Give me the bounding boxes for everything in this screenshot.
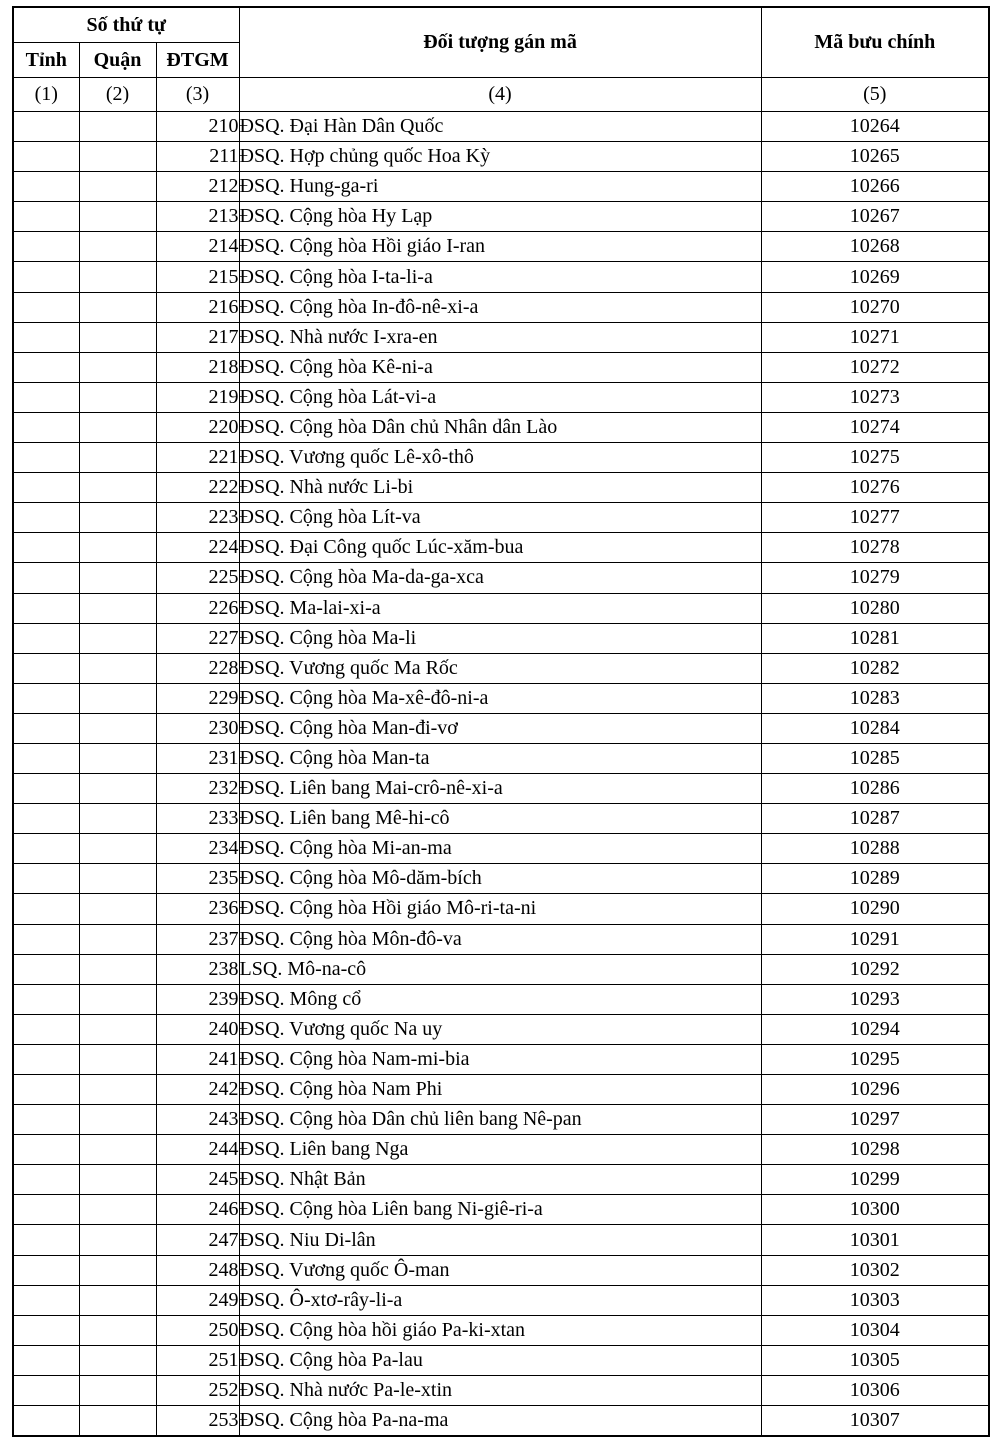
cell-quan [79, 1075, 156, 1105]
cell-ma-buu-chinh: 10293 [761, 984, 989, 1014]
cell-dtgm: 213 [156, 202, 239, 232]
cell-tinh [13, 1345, 79, 1375]
cell-doi-tuong-gan-ma: ĐSQ. Ma-lai-xi-a [239, 593, 761, 623]
cell-quan [79, 503, 156, 533]
cell-doi-tuong-gan-ma: ĐSQ. Cộng hòa Liên bang Ni-giê-ri-a [239, 1195, 761, 1225]
cell-dtgm: 215 [156, 262, 239, 292]
table-row [13, 1014, 989, 1044]
cell-quan [79, 683, 156, 713]
cell-ma-buu-chinh: 10291 [761, 924, 989, 954]
cell-dtgm: 232 [156, 774, 239, 804]
table-row [13, 1315, 989, 1345]
cell-quan [79, 382, 156, 412]
column-number-row [13, 78, 989, 112]
cell-quan [79, 1044, 156, 1074]
cell-doi-tuong-gan-ma: ĐSQ. Liên bang Nga [239, 1135, 761, 1165]
cell-doi-tuong-gan-ma: ĐSQ. Hung-ga-ri [239, 172, 761, 202]
cell-doi-tuong-gan-ma: ĐSQ. Cộng hòa Nam Phi [239, 1075, 761, 1105]
cell-tinh [13, 683, 79, 713]
cell-dtgm: 237 [156, 924, 239, 954]
cell-tinh [13, 1195, 79, 1225]
table-row [13, 593, 989, 623]
cell-ma-buu-chinh: 10296 [761, 1075, 989, 1105]
table-body [13, 78, 989, 1437]
cell-doi-tuong-gan-ma: ĐSQ. Vương quốc Lê-xô-thô [239, 443, 761, 473]
cell-dtgm: 236 [156, 894, 239, 924]
cell-ma-buu-chinh: 10276 [761, 473, 989, 503]
cell-ma-buu-chinh: 10275 [761, 443, 989, 473]
cell-tinh [13, 1135, 79, 1165]
cell-doi-tuong-gan-ma: ĐSQ. Cộng hòa Ma-da-ga-xca [239, 563, 761, 593]
cell-dtgm: 249 [156, 1285, 239, 1315]
cell-doi-tuong-gan-ma: ĐSQ. Cộng hòa Hồi giáo Mô-ri-ta-ni [239, 894, 761, 924]
cell-tinh [13, 894, 79, 924]
cell-ma-buu-chinh: 10273 [761, 382, 989, 412]
cell-tinh [13, 1406, 79, 1437]
cell-doi-tuong-gan-ma: ĐSQ. Cộng hòa Dân chủ Nhân dân Lào [239, 412, 761, 442]
column-number-2: (2) [79, 78, 156, 112]
cell-quan [79, 1345, 156, 1375]
cell-dtgm: 244 [156, 1135, 239, 1165]
cell-ma-buu-chinh: 10277 [761, 503, 989, 533]
cell-quan [79, 112, 156, 142]
table-row [13, 894, 989, 924]
cell-dtgm: 216 [156, 292, 239, 322]
table-row [13, 352, 989, 382]
cell-ma-buu-chinh: 10299 [761, 1165, 989, 1195]
cell-quan [79, 412, 156, 442]
cell-dtgm: 229 [156, 683, 239, 713]
cell-dtgm: 231 [156, 743, 239, 773]
cell-dtgm: 233 [156, 804, 239, 834]
column-number-1: (1) [13, 78, 79, 112]
cell-dtgm: 247 [156, 1225, 239, 1255]
cell-quan [79, 533, 156, 563]
cell-doi-tuong-gan-ma: ĐSQ. Cộng hòa Hy Lạp [239, 202, 761, 232]
cell-dtgm: 250 [156, 1315, 239, 1345]
cell-tinh [13, 804, 79, 834]
table-row [13, 774, 989, 804]
table-row [13, 864, 989, 894]
table-row [13, 322, 989, 352]
cell-doi-tuong-gan-ma: ĐSQ. Cộng hòa Lát-vi-a [239, 382, 761, 412]
cell-tinh [13, 1105, 79, 1135]
cell-ma-buu-chinh: 10290 [761, 894, 989, 924]
cell-quan [79, 1165, 156, 1195]
cell-dtgm: 220 [156, 412, 239, 442]
cell-quan [79, 1135, 156, 1165]
cell-tinh [13, 1375, 79, 1405]
table-row [13, 473, 989, 503]
cell-dtgm: 223 [156, 503, 239, 533]
cell-quan [79, 1255, 156, 1285]
cell-dtgm: 246 [156, 1195, 239, 1225]
cell-dtgm: 211 [156, 142, 239, 172]
cell-ma-buu-chinh: 10301 [761, 1225, 989, 1255]
cell-quan [79, 804, 156, 834]
cell-tinh [13, 954, 79, 984]
cell-tinh [13, 382, 79, 412]
cell-dtgm: 241 [156, 1044, 239, 1074]
postal-code-table [12, 6, 990, 1437]
cell-ma-buu-chinh: 10307 [761, 1406, 989, 1437]
cell-quan [79, 984, 156, 1014]
cell-quan [79, 443, 156, 473]
table-row [13, 563, 989, 593]
table-row [13, 172, 989, 202]
table-row [13, 1225, 989, 1255]
cell-quan [79, 322, 156, 352]
cell-doi-tuong-gan-ma: ĐSQ. Cộng hòa Mi-an-ma [239, 834, 761, 864]
cell-tinh [13, 653, 79, 683]
cell-tinh [13, 1255, 79, 1285]
cell-ma-buu-chinh: 10304 [761, 1315, 989, 1345]
header-doi-tuong-gan-ma: Đối tượng gán mã [239, 7, 761, 78]
cell-ma-buu-chinh: 10283 [761, 683, 989, 713]
cell-dtgm: 228 [156, 653, 239, 683]
cell-tinh [13, 262, 79, 292]
cell-ma-buu-chinh: 10285 [761, 743, 989, 773]
table-row [13, 1105, 989, 1135]
cell-tinh [13, 172, 79, 202]
cell-tinh [13, 1225, 79, 1255]
table-row [13, 1135, 989, 1165]
cell-quan [79, 563, 156, 593]
column-number-4: (4) [239, 78, 761, 112]
cell-tinh [13, 232, 79, 262]
cell-tinh [13, 924, 79, 954]
cell-doi-tuong-gan-ma: ĐSQ. Cộng hòa Pa-na-ma [239, 1406, 761, 1437]
cell-tinh [13, 112, 79, 142]
cell-ma-buu-chinh: 10270 [761, 292, 989, 322]
cell-doi-tuong-gan-ma: ĐSQ. Cộng hòa Man-đi-vơ [239, 713, 761, 743]
cell-dtgm: 227 [156, 623, 239, 653]
cell-doi-tuong-gan-ma: ĐSQ. Cộng hòa Lít-va [239, 503, 761, 533]
cell-ma-buu-chinh: 10278 [761, 533, 989, 563]
cell-quan [79, 1375, 156, 1405]
cell-tinh [13, 443, 79, 473]
cell-dtgm: 238 [156, 954, 239, 984]
cell-quan [79, 262, 156, 292]
cell-ma-buu-chinh: 10264 [761, 112, 989, 142]
table-row [13, 412, 989, 442]
cell-dtgm: 243 [156, 1105, 239, 1135]
cell-doi-tuong-gan-ma: ĐSQ. Cộng hòa Ma-li [239, 623, 761, 653]
cell-dtgm: 214 [156, 232, 239, 262]
cell-quan [79, 894, 156, 924]
cell-quan [79, 593, 156, 623]
table-row [13, 142, 989, 172]
cell-tinh [13, 322, 79, 352]
cell-quan [79, 743, 156, 773]
table-row [13, 1255, 989, 1285]
table-row [13, 834, 989, 864]
table-row [13, 713, 989, 743]
cell-quan [79, 653, 156, 683]
cell-dtgm: 253 [156, 1406, 239, 1437]
table-row [13, 1285, 989, 1315]
cell-doi-tuong-gan-ma: ĐSQ. Đại Hàn Dân Quốc [239, 112, 761, 142]
cell-quan [79, 713, 156, 743]
cell-doi-tuong-gan-ma: ĐSQ. Đại Công quốc Lúc-xăm-bua [239, 533, 761, 563]
cell-dtgm: 221 [156, 443, 239, 473]
cell-dtgm: 218 [156, 352, 239, 382]
table-row [13, 1075, 989, 1105]
cell-tinh [13, 142, 79, 172]
cell-ma-buu-chinh: 10271 [761, 322, 989, 352]
cell-tinh [13, 593, 79, 623]
cell-dtgm: 248 [156, 1255, 239, 1285]
cell-ma-buu-chinh: 10287 [761, 804, 989, 834]
cell-tinh [13, 352, 79, 382]
cell-doi-tuong-gan-ma: ĐSQ. Cộng hòa Nam-mi-bia [239, 1044, 761, 1074]
header-group-so-thu-tu: Số thứ tự [13, 7, 239, 43]
cell-dtgm: 234 [156, 834, 239, 864]
cell-tinh [13, 412, 79, 442]
cell-ma-buu-chinh: 10305 [761, 1345, 989, 1375]
cell-quan [79, 172, 156, 202]
cell-ma-buu-chinh: 10288 [761, 834, 989, 864]
cell-dtgm: 230 [156, 713, 239, 743]
header-quan: Quận [79, 43, 156, 78]
cell-ma-buu-chinh: 10265 [761, 142, 989, 172]
table-row [13, 443, 989, 473]
cell-quan [79, 1285, 156, 1315]
cell-doi-tuong-gan-ma: ĐSQ. Cộng hòa Kê-ni-a [239, 352, 761, 382]
cell-dtgm: 224 [156, 533, 239, 563]
cell-doi-tuong-gan-ma: ĐSQ. Hợp chủng quốc Hoa Kỳ [239, 142, 761, 172]
header-tinh: Tỉnh [13, 43, 79, 78]
cell-tinh [13, 292, 79, 322]
cell-ma-buu-chinh: 10268 [761, 232, 989, 262]
cell-ma-buu-chinh: 10279 [761, 563, 989, 593]
cell-dtgm: 210 [156, 112, 239, 142]
cell-tinh [13, 1044, 79, 1074]
cell-tinh [13, 1075, 79, 1105]
table-row [13, 262, 989, 292]
cell-dtgm: 239 [156, 984, 239, 1014]
cell-doi-tuong-gan-ma: ĐSQ. Niu Di-lân [239, 1225, 761, 1255]
cell-doi-tuong-gan-ma: ĐSQ. Liên bang Mai-crô-nê-xi-a [239, 774, 761, 804]
cell-ma-buu-chinh: 10266 [761, 172, 989, 202]
cell-ma-buu-chinh: 10294 [761, 1014, 989, 1044]
cell-quan [79, 864, 156, 894]
header-dtgm: ĐTGM [156, 43, 239, 78]
table-row [13, 1345, 989, 1375]
table-row [13, 683, 989, 713]
cell-quan [79, 924, 156, 954]
cell-ma-buu-chinh: 10274 [761, 412, 989, 442]
header-ma-buu-chinh: Mã bưu chính [761, 7, 989, 78]
cell-quan [79, 1225, 156, 1255]
cell-doi-tuong-gan-ma: ĐSQ. Mông cổ [239, 984, 761, 1014]
cell-dtgm: 219 [156, 382, 239, 412]
cell-doi-tuong-gan-ma: ĐSQ. Liên bang Mê-hi-cô [239, 804, 761, 834]
table-row [13, 292, 989, 322]
cell-doi-tuong-gan-ma: ĐSQ. Vương quốc Ô-man [239, 1255, 761, 1285]
cell-ma-buu-chinh: 10303 [761, 1285, 989, 1315]
cell-ma-buu-chinh: 10267 [761, 202, 989, 232]
cell-dtgm: 235 [156, 864, 239, 894]
table-row [13, 503, 989, 533]
cell-tinh [13, 864, 79, 894]
cell-ma-buu-chinh: 10269 [761, 262, 989, 292]
table-row [13, 1044, 989, 1074]
table-row [13, 653, 989, 683]
cell-tinh [13, 503, 79, 533]
cell-doi-tuong-gan-ma: ĐSQ. Cộng hòa Dân chủ liên bang Nê-pan [239, 1105, 761, 1135]
cell-ma-buu-chinh: 10282 [761, 653, 989, 683]
cell-tinh [13, 834, 79, 864]
cell-quan [79, 292, 156, 322]
cell-dtgm: 225 [156, 563, 239, 593]
cell-ma-buu-chinh: 10302 [761, 1255, 989, 1285]
cell-doi-tuong-gan-ma: ĐSQ. Cộng hòa Pa-lau [239, 1345, 761, 1375]
cell-dtgm: 252 [156, 1375, 239, 1405]
table-header [13, 7, 989, 78]
cell-ma-buu-chinh: 10286 [761, 774, 989, 804]
table-row [13, 984, 989, 1014]
cell-dtgm: 242 [156, 1075, 239, 1105]
cell-doi-tuong-gan-ma: ĐSQ. Cộng hòa Mô-dăm-bích [239, 864, 761, 894]
cell-quan [79, 1105, 156, 1135]
column-number-5: (5) [761, 78, 989, 112]
cell-tinh [13, 1285, 79, 1315]
table-row [13, 804, 989, 834]
cell-ma-buu-chinh: 10281 [761, 623, 989, 653]
table-row [13, 112, 989, 142]
cell-quan [79, 232, 156, 262]
table-row [13, 232, 989, 262]
cell-doi-tuong-gan-ma: ĐSQ. Cộng hòa Man-ta [239, 743, 761, 773]
cell-quan [79, 473, 156, 503]
cell-tinh [13, 202, 79, 232]
table-row [13, 1195, 989, 1225]
cell-doi-tuong-gan-ma: ĐSQ. Nhà nước I-xra-en [239, 322, 761, 352]
table-row [13, 743, 989, 773]
cell-doi-tuong-gan-ma: ĐSQ. Vương quốc Na uy [239, 1014, 761, 1044]
cell-doi-tuong-gan-ma: ĐSQ. Ô-xtơ-rây-li-a [239, 1285, 761, 1315]
header-row-top [13, 7, 989, 43]
table-row [13, 1165, 989, 1195]
cell-quan [79, 1014, 156, 1044]
cell-quan [79, 774, 156, 804]
cell-dtgm: 240 [156, 1014, 239, 1044]
table-row [13, 1375, 989, 1405]
cell-ma-buu-chinh: 10292 [761, 954, 989, 984]
cell-tinh [13, 1014, 79, 1044]
cell-dtgm: 212 [156, 172, 239, 202]
cell-doi-tuong-gan-ma: ĐSQ. Nhà nước Pa-le-xtin [239, 1375, 761, 1405]
cell-tinh [13, 533, 79, 563]
cell-doi-tuong-gan-ma: ĐSQ. Cộng hòa Ma-xê-đô-ni-a [239, 683, 761, 713]
cell-tinh [13, 743, 79, 773]
cell-dtgm: 245 [156, 1165, 239, 1195]
cell-quan [79, 834, 156, 864]
table-row [13, 382, 989, 412]
cell-doi-tuong-gan-ma: ĐSQ. Nhà nước Li-bi [239, 473, 761, 503]
cell-ma-buu-chinh: 10300 [761, 1195, 989, 1225]
cell-ma-buu-chinh: 10306 [761, 1375, 989, 1405]
cell-ma-buu-chinh: 10280 [761, 593, 989, 623]
table-row [13, 924, 989, 954]
table-row [13, 1406, 989, 1437]
cell-quan [79, 142, 156, 172]
cell-ma-buu-chinh: 10289 [761, 864, 989, 894]
cell-quan [79, 623, 156, 653]
cell-tinh [13, 1165, 79, 1195]
cell-quan [79, 352, 156, 382]
cell-quan [79, 1315, 156, 1345]
cell-ma-buu-chinh: 10295 [761, 1044, 989, 1074]
cell-dtgm: 226 [156, 593, 239, 623]
cell-doi-tuong-gan-ma: ĐSQ. Cộng hòa hồi giáo Pa-ki-xtan [239, 1315, 761, 1345]
cell-quan [79, 954, 156, 984]
table-row [13, 954, 989, 984]
cell-ma-buu-chinh: 10272 [761, 352, 989, 382]
cell-tinh [13, 1315, 79, 1345]
cell-doi-tuong-gan-ma: ĐSQ. Cộng hòa Môn-đô-va [239, 924, 761, 954]
cell-tinh [13, 623, 79, 653]
table-row [13, 533, 989, 563]
cell-tinh [13, 984, 79, 1014]
cell-dtgm: 222 [156, 473, 239, 503]
cell-quan [79, 202, 156, 232]
table-row [13, 202, 989, 232]
cell-doi-tuong-gan-ma: LSQ. Mô-na-cô [239, 954, 761, 984]
column-number-3: (3) [156, 78, 239, 112]
cell-ma-buu-chinh: 10298 [761, 1135, 989, 1165]
table-row [13, 623, 989, 653]
cell-doi-tuong-gan-ma: ĐSQ. Vương quốc Ma Rốc [239, 653, 761, 683]
cell-tinh [13, 473, 79, 503]
cell-quan [79, 1195, 156, 1225]
cell-tinh [13, 563, 79, 593]
cell-doi-tuong-gan-ma: ĐSQ. Cộng hòa In-đô-nê-xi-a [239, 292, 761, 322]
cell-ma-buu-chinh: 10297 [761, 1105, 989, 1135]
cell-tinh [13, 713, 79, 743]
cell-quan [79, 1406, 156, 1437]
cell-doi-tuong-gan-ma: ĐSQ. Cộng hòa Hồi giáo I-ran [239, 232, 761, 262]
cell-ma-buu-chinh: 10284 [761, 713, 989, 743]
cell-doi-tuong-gan-ma: ĐSQ. Cộng hòa I-ta-li-a [239, 262, 761, 292]
cell-dtgm: 251 [156, 1345, 239, 1375]
cell-dtgm: 217 [156, 322, 239, 352]
cell-doi-tuong-gan-ma: ĐSQ. Nhật Bản [239, 1165, 761, 1195]
cell-tinh [13, 774, 79, 804]
